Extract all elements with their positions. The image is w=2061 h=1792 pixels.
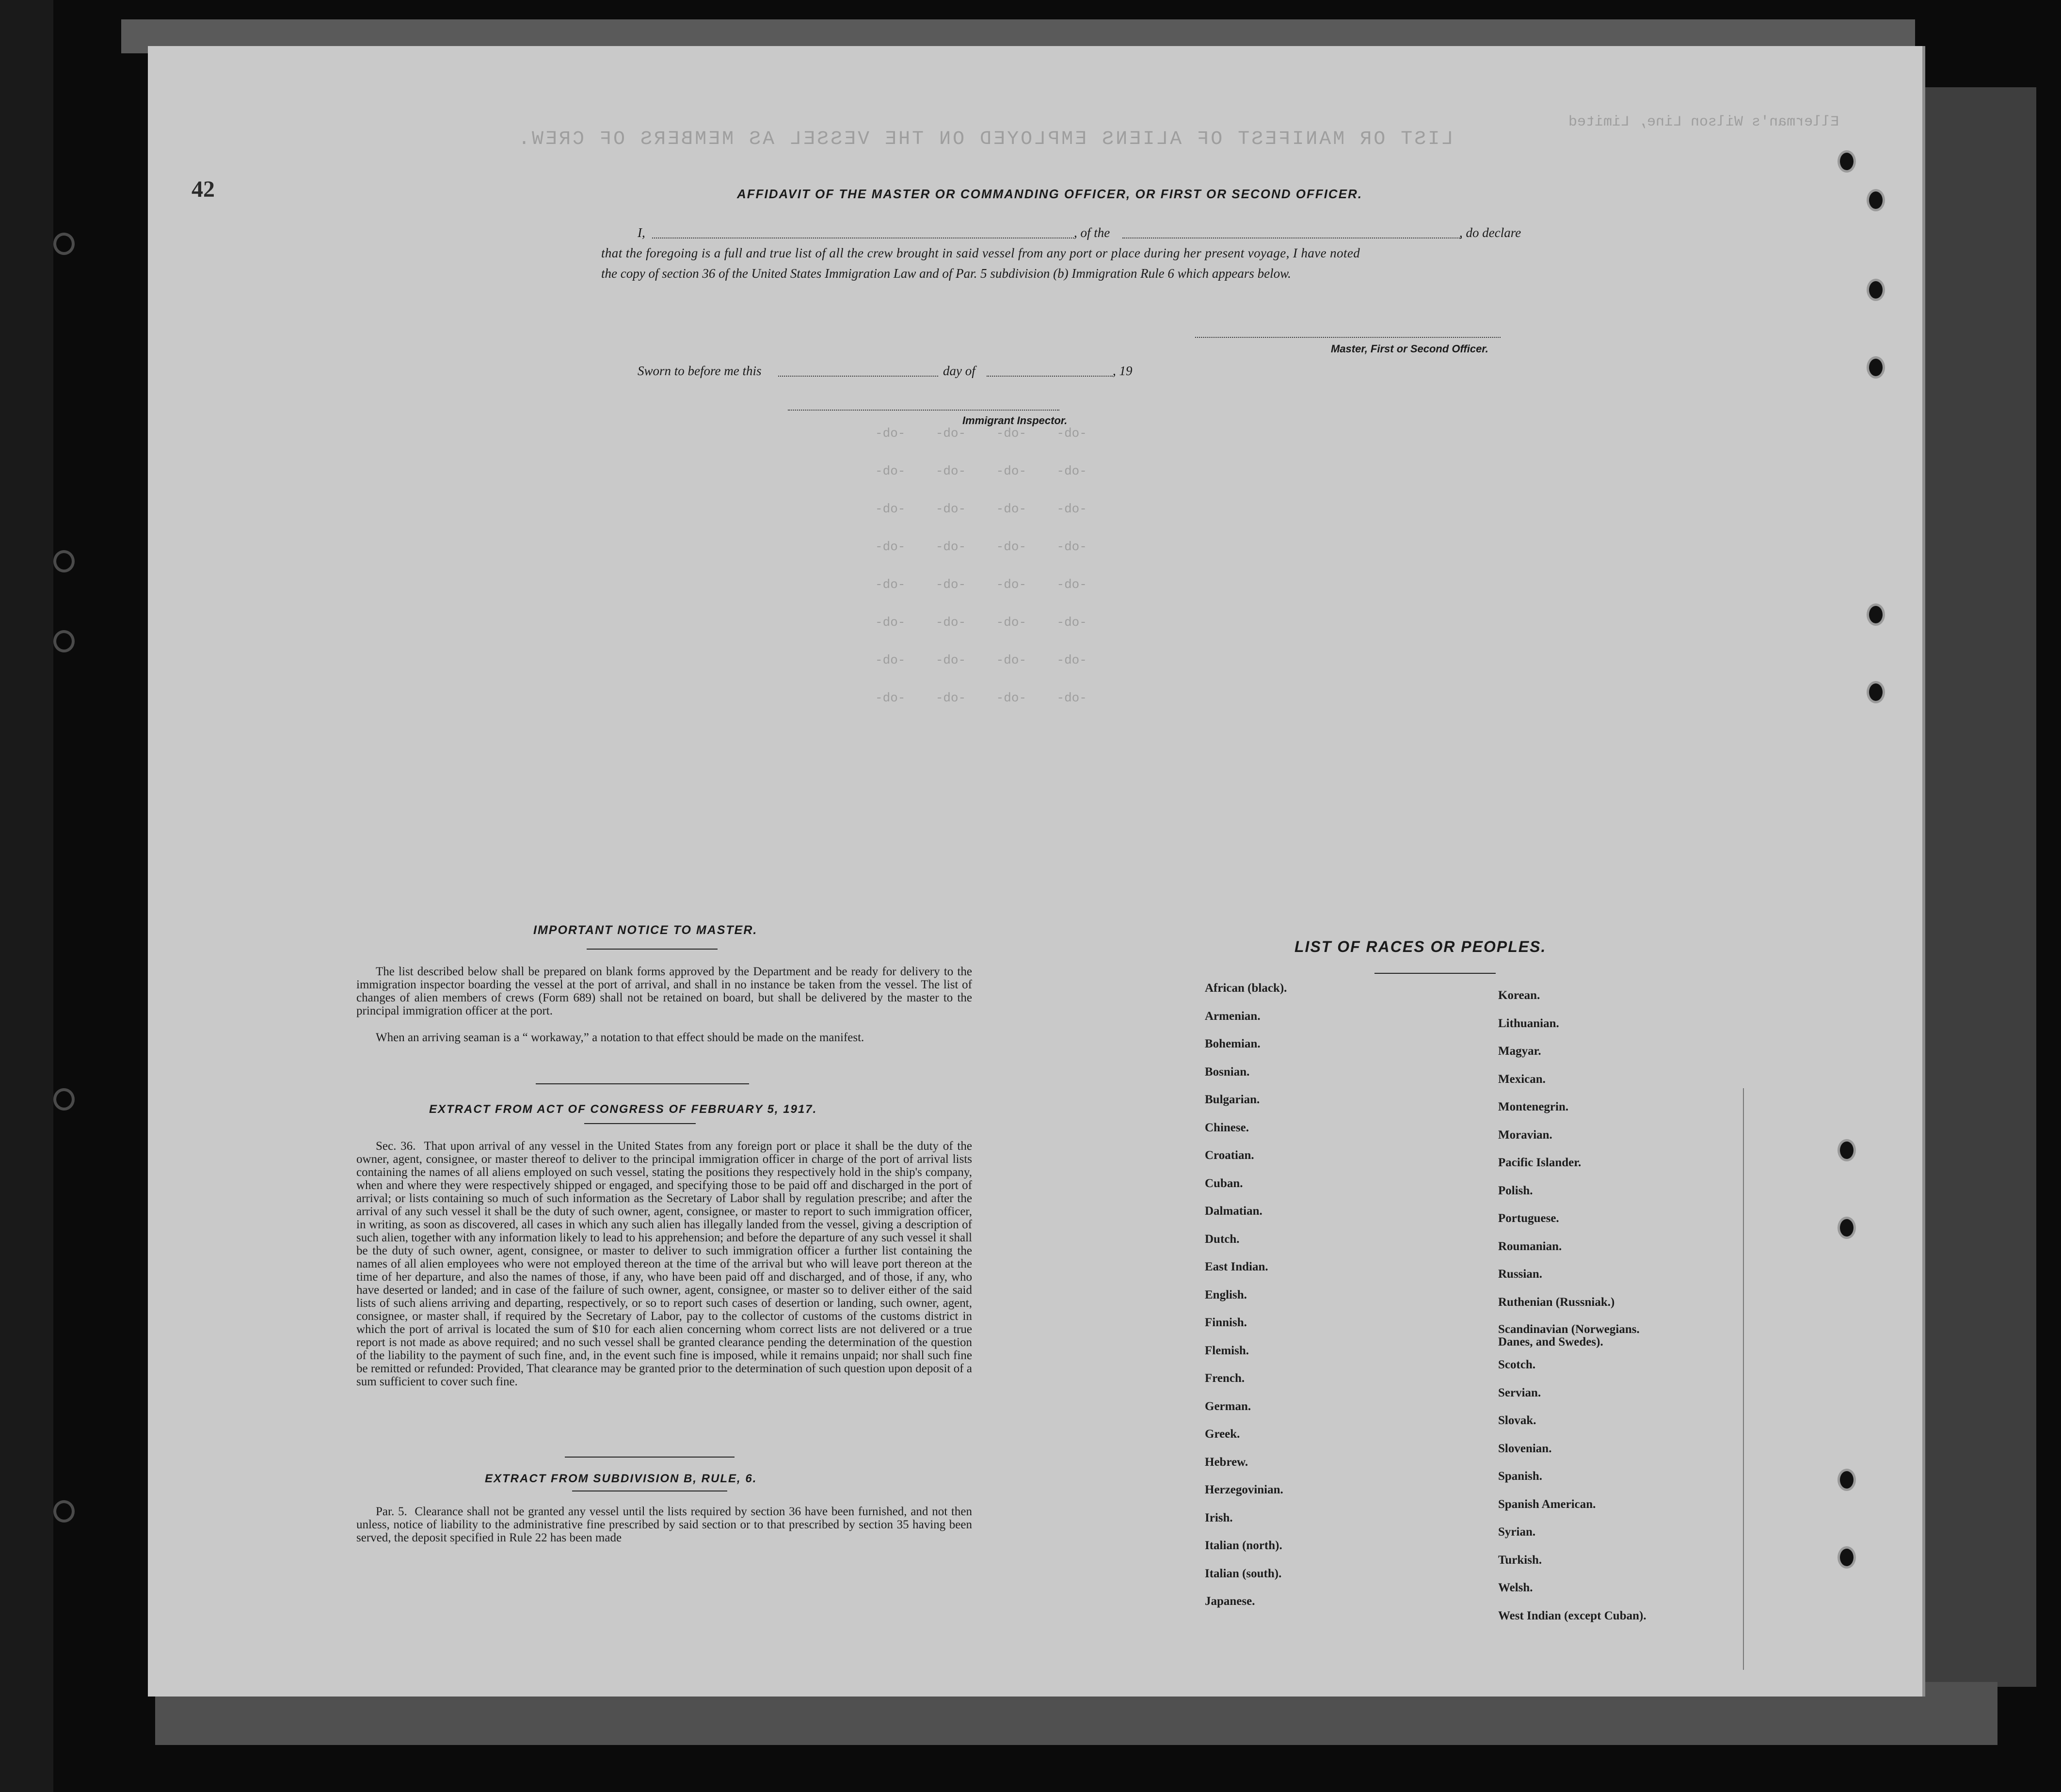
race-item: Syrian. [1498,1525,1536,1538]
race-item: Flemish. [1205,1344,1249,1357]
page-right-rule [1743,1088,1744,1670]
day-of-label: day of [943,364,975,378]
extract-act-heading-rule [584,1123,696,1124]
affidavit-heading: AFFIDAVIT OF THE MASTER OR COMMANDING OFFICER, OR FIRST OR SECOND OFFICER. [737,187,1363,201]
extract-act-heading: EXTRACT FROM ACT OF CONGRESS OF FEBRUARY 5, 1917. [429,1103,817,1116]
sworn-day-line[interactable] [778,376,938,377]
punch-hole [1837,1139,1856,1161]
race-item: Scotch. [1498,1358,1536,1371]
extract-rule-section-label: Par. 5. [376,1505,407,1518]
notice-heading-rule [587,949,718,950]
race-item: Dutch. [1205,1232,1240,1246]
inspector-signature-line[interactable] [788,410,1059,411]
race-item: Croatian. [1205,1149,1254,1162]
sworn-label: Sworn to before me this [638,364,762,378]
race-item: Irish. [1205,1511,1233,1524]
bleed-through-company: Ellerman's Wilson Line, Limited [1568,114,1839,130]
binder-hole [53,630,75,652]
race-item: Bulgarian. [1205,1093,1260,1106]
race-item: Montenegrin. [1498,1100,1569,1113]
affidavit-do-declare: , do declare [1459,225,1521,240]
race-item: Welsh. [1498,1581,1533,1594]
race-item: Cuban. [1205,1176,1243,1190]
punch-hole [1867,681,1885,703]
races-heading: LIST OF RACES OR PEOPLES. [1294,938,1547,955]
race-item: Slovenian. [1498,1442,1552,1455]
race-item: Servian. [1498,1386,1541,1399]
extract-act-text [356,1140,972,1388]
punch-hole [1837,1469,1856,1491]
race-item: African (black). [1205,982,1287,995]
race-item: Portuguese. [1498,1212,1559,1225]
notice-heading: IMPORTANT NOTICE TO MASTER. [533,923,758,937]
inspector-label: Immigrant Inspector. [962,414,1068,427]
extract-act-body: That upon arrival of any vessel in the United States from any foreign port or place it shall be the duty of the owner, agent, consignee, or master thereof to deliver to the principal immigration officer in charge of the port of arrival lists containing the names of all aliens employed on such vessel, stating the positions they respectively hold in the ship's company, when and where they were respectively shipped or engaged, and specifying those to be paid off and discharged in the port of arrival; or lists containing so much of such information as the Secretary of Labor shall by regulation prescribe; and after the arrival of any such vessel it shall be the duty of such owner, agent, consignee, or master to report to such immigration officer, in writing, as soon as discovered, all cases in which any such alien has illegally landed from the vessel, giving a description of such alien, together with any information likely to lead to his apprehension; and before the departure of any such vessel it shall be the duty of such owner, agent, consignee, or master to deliver to such immigration officer a further list containing the names of all alien employees who were not employed thereon at the time of the arrival but who will leave port thereon at the time of her departure, and also the names of those, if any, who have been paid off and discharged, and of those, if any, who have deserted or landed; and in case of the failure of such owner, agent, consignee, or master so to deliver either of the said lists of such aliens arriving and departing, respectively, or so to report such cases of desertion or landing, such owner, agent, consignee, or master shall, if required by the Secretary of Labor, pay to the collector of customs of the customs district in which the port of arrival is located the sum of $10 for each alien concerning whom correct lists are not delivered or a true report is not made as above required; and no such vessel shall be granted clearance pending the determination of the question of the liability to the payment of such fine, and, in the event such fine is imposed, while it remains unpaid; nor shall such fine be remitted or refunded: Provided, That clearance may be granted prior to the determination of such question upon deposit of a sum sufficient to cover such fine. [356,1140,972,1388]
race-item: German. [1205,1399,1251,1413]
race-item: East Indian. [1205,1260,1268,1273]
race-item: English. [1205,1288,1247,1301]
race-item: Chinese. [1205,1121,1249,1134]
race-item: Ruthenian (Russniak.) [1498,1295,1615,1309]
race-item: Turkish. [1498,1553,1542,1567]
binder-hole [53,233,75,255]
race-item: Lithuanian. [1498,1016,1559,1030]
punch-hole [1867,279,1885,301]
race-item: Dalmatian. [1205,1205,1262,1218]
race-item: Armenian. [1205,1009,1261,1023]
master-signature-line[interactable] [1195,337,1501,338]
punch-hole [1837,150,1856,173]
race-item: Bosnian. [1205,1065,1250,1078]
margin-page-number: 42 [192,176,215,202]
races-heading-rule [1374,973,1496,974]
race-item: French. [1205,1372,1245,1385]
race-item: Slovak. [1498,1414,1536,1427]
extract-rule-text [356,1505,972,1544]
race-item: Russian. [1498,1268,1543,1281]
race-item: Finnish. [1205,1316,1247,1329]
race-item: Italian (north). [1205,1539,1282,1552]
manifest-page [148,46,1925,1697]
extract-rule-body: Clearance shall not be granted any vessel until the lists required by section 36 have been furnished, and not then unless, notice of liability to the administrative fine prescribed by said section or to that prescribed by section 35 having been served, the deposit specified in Rule 22 has been made [356,1505,972,1544]
extract-act-section-label: Sec. 36. [376,1140,416,1153]
punch-hole [1837,1217,1856,1239]
race-item: Mexican. [1498,1072,1546,1086]
notice-paragraph-1: The list described below shall be prepared on blank forms approved by the Department and be ready for delivery to the immigration inspector boarding the vessel at the port of arrival, and shall in no instance be taken from the vessel. The list of changes of alien members of crews (Form 689) shall not be retained on board, but shall be delivered by the master to the principal immigration officer at the port. [356,965,972,1017]
year-label: , 19 [1113,364,1133,378]
extract-rule-heading: EXTRACT FROM SUBDIVISION B, RULE, 6. [485,1472,757,1485]
race-item: Roumanian. [1498,1239,1562,1253]
bleed-through-columns: -do- -do- -do- -do- -do- -do- -do- -do- -do- -do- -do- -do- -do- -do- -do- -do- -do- -do- -do- -do- -do- -do- -do- -do- -do- -do- -do- -do- -do- -do- -do- -do- [875,426,1087,705]
race-item: Japanese. [1205,1595,1255,1608]
punch-hole [1867,356,1885,379]
binder-strip [0,0,53,1792]
race-item: Polish. [1498,1184,1533,1197]
sworn-month-line[interactable] [987,376,1113,377]
race-item: Italian (south). [1205,1567,1282,1580]
race-item: Spanish. [1498,1470,1543,1483]
binder-hole [53,550,75,572]
race-item: Spanish American. [1498,1497,1596,1511]
punch-hole [1837,1546,1856,1569]
race-item: Pacific Islander. [1498,1156,1582,1169]
races-list-left [1205,982,1287,1623]
bleed-through-title: LIST OR MANIFEST OF ALIENS EMPLOYED ON THE VESSEL AS MEMBERS OF CREW. [516,128,1454,150]
race-item: Magyar. [1498,1045,1541,1058]
race-item: West Indian (except Cuban). [1498,1609,1646,1622]
affidavit-line-1: that the foregoing is a full and true list of all the crew brought in said vessel from any port or place during her present voyage, I have noted [601,246,1360,260]
race-item: Herzegovinian. [1205,1483,1283,1496]
race-item: Greek. [1205,1427,1240,1441]
race-item: Scandinavian (Norwegians. Danes, and Swedes). [1498,1323,1640,1348]
races-list-right [1498,989,1673,1637]
extract-rule-top-rule [565,1457,735,1458]
race-item: Bohemian. [1205,1037,1261,1050]
punch-hole [1867,189,1885,211]
race-item: Korean. [1498,989,1540,1002]
affidavit-of-the-label: , of the [1074,225,1110,240]
race-item: Moravian. [1498,1128,1552,1142]
extract-act-top-rule [536,1083,749,1084]
notice-paragraph-2: When an arriving seaman is a “ workaway,” a notation to that effect should be made on the manifest. [376,1031,864,1044]
binder-hole [53,1500,75,1522]
affidavit-line-2: the copy of section 36 of the United States Immigration Law and of Par. 5 subdivision (b) Immigration Rule 6 which appears below. [601,266,1291,281]
binder-hole [53,1088,75,1110]
race-item: Hebrew. [1205,1455,1248,1469]
punch-hole [1867,603,1885,626]
affidavit-i-label: I, [638,225,645,240]
master-label: Master, First or Second Officer. [1331,343,1488,355]
